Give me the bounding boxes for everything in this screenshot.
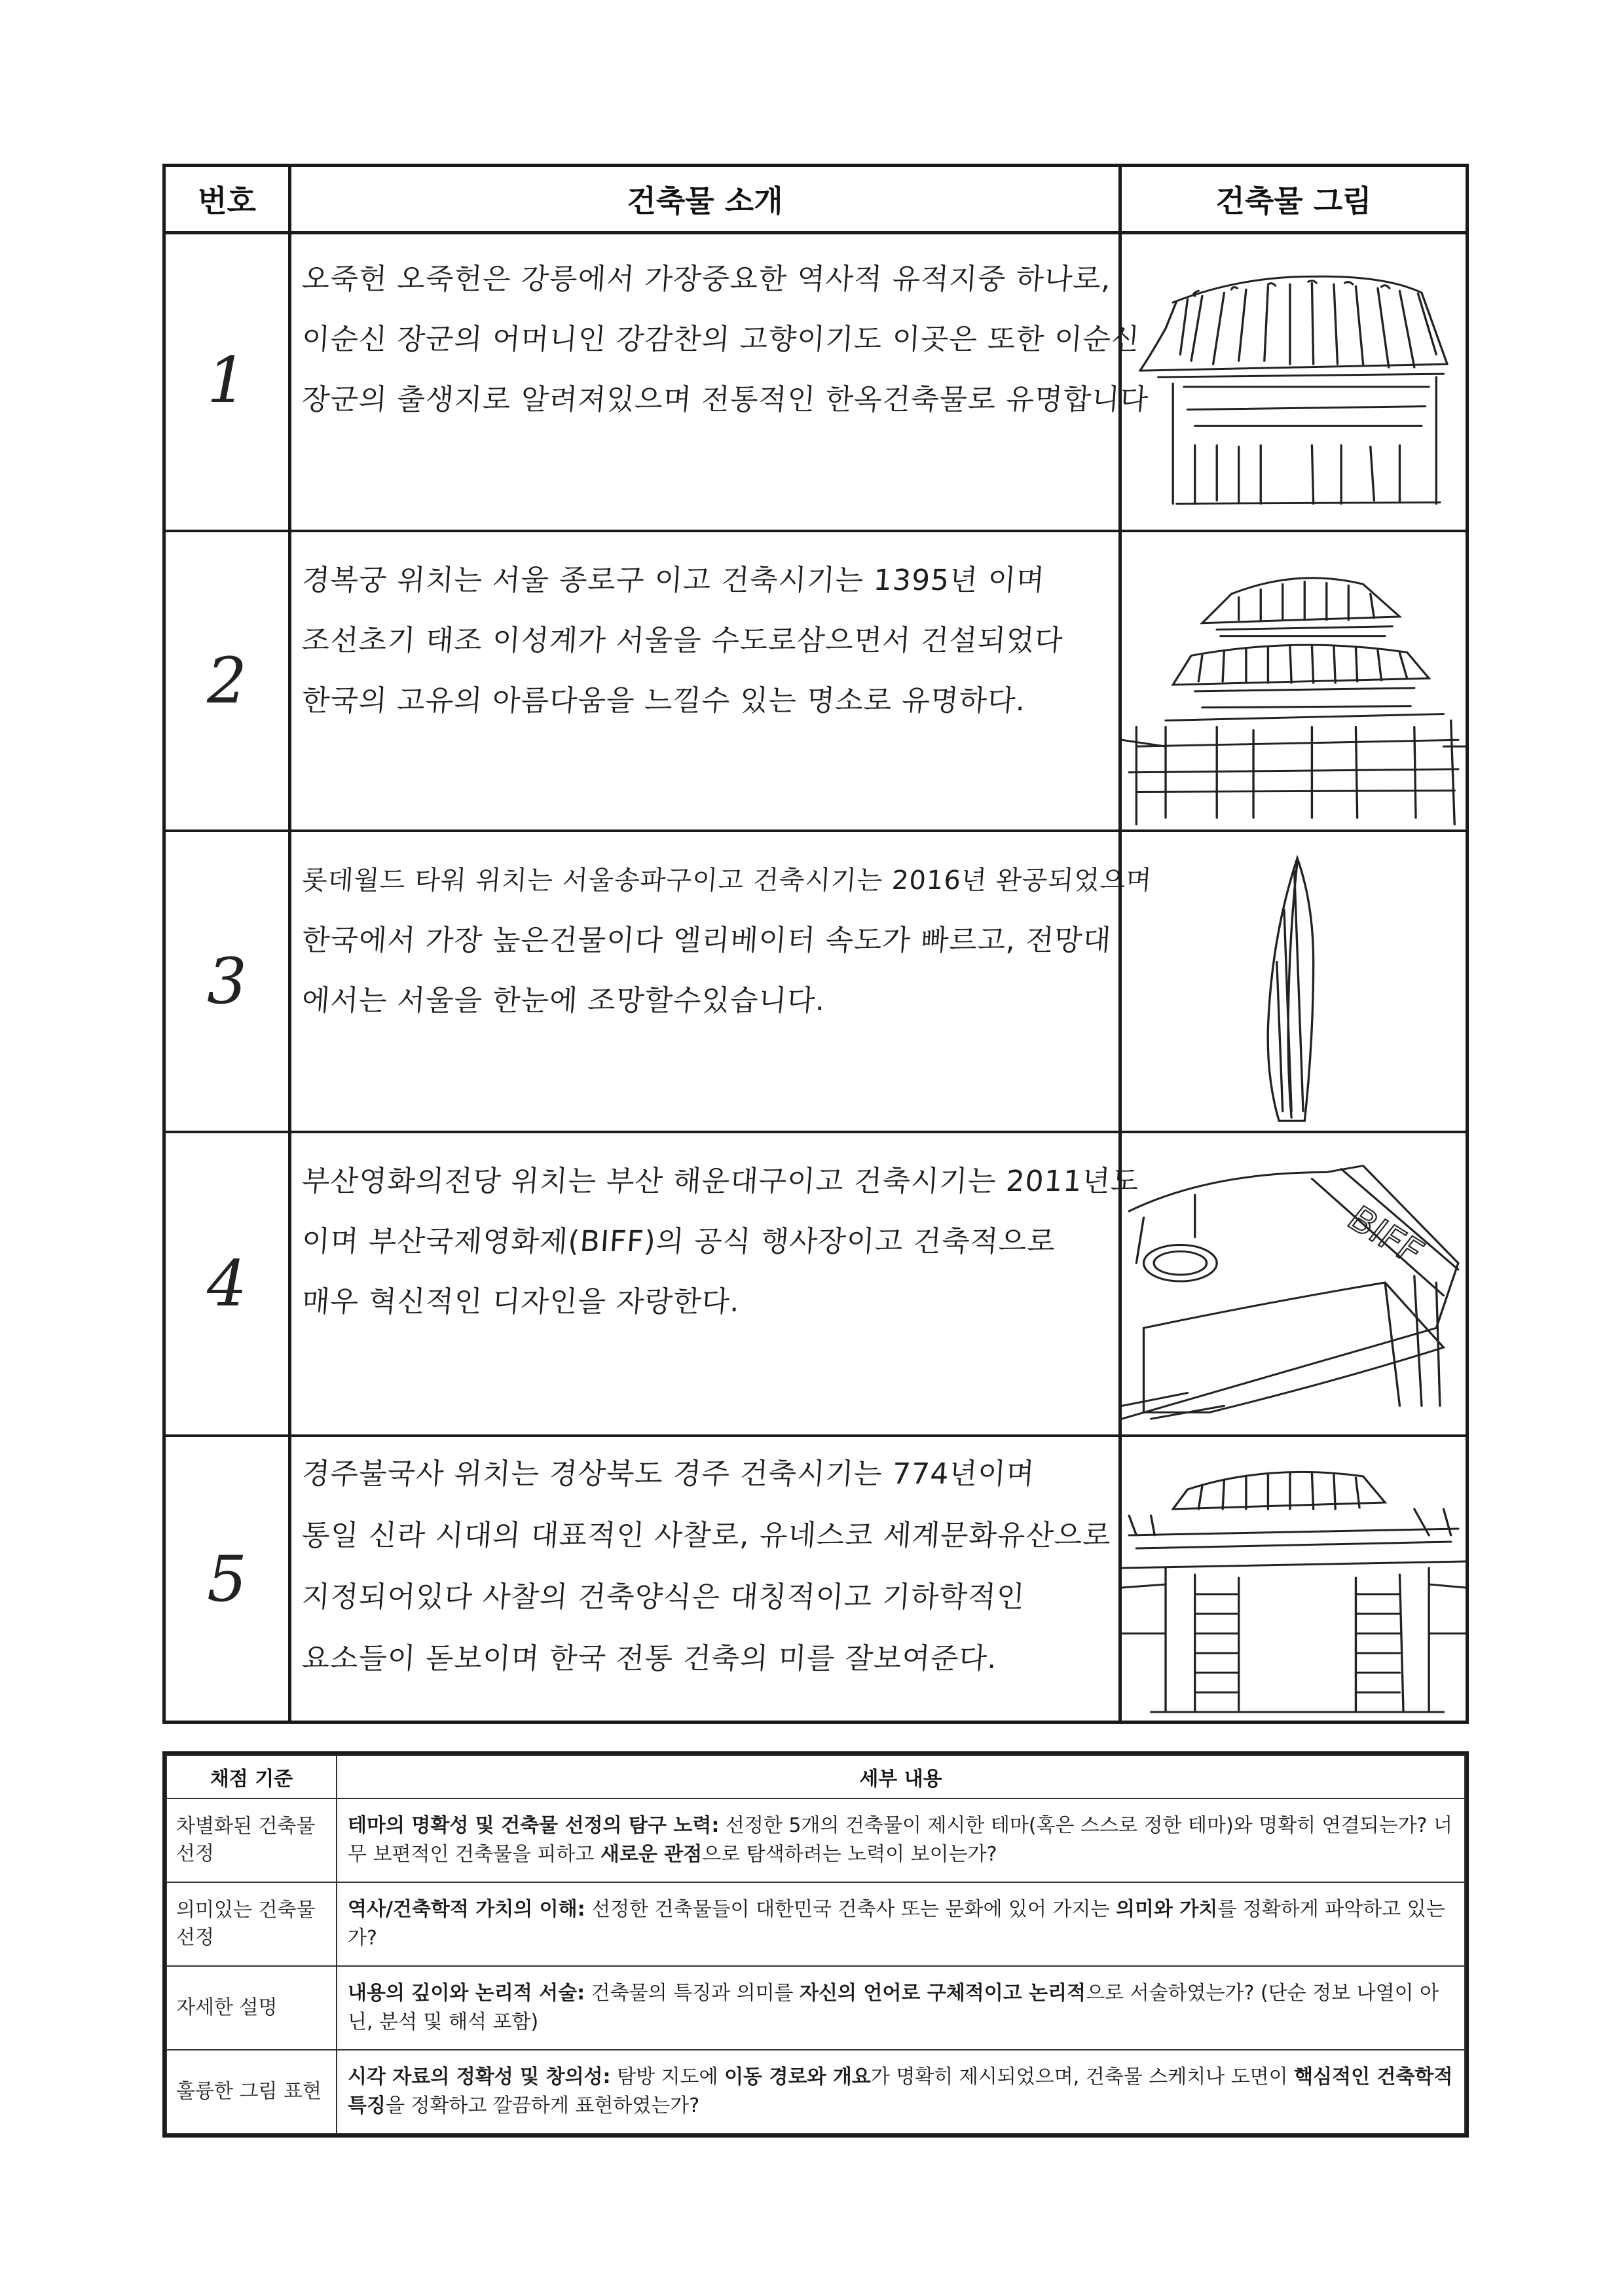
row-description — [291, 1133, 1141, 1434]
row-number: 3 — [166, 832, 291, 1131]
rubric-header-row — [166, 1755, 1465, 1798]
rubric-detail-emphasis: 이동 경로와 개요 — [724, 2066, 871, 2088]
rubric-detail-emphasis: 내용의 깊이와 논리적 서술: — [348, 1982, 585, 2005]
rubric-detail-emphasis: 역사/건축학적 가치의 이해: — [348, 1898, 585, 1921]
rubric-row — [166, 1798, 1465, 1882]
lotte-world-tower-sketch-icon — [1122, 832, 1466, 1131]
description-line: 조선초기 태조 이성계가 서울을 수도로삼으면서 건설되었다 — [301, 624, 1065, 657]
rubric-detail — [337, 1798, 1465, 1882]
rubric-criterion: 의미있는 건축물 선정 — [166, 1882, 337, 1966]
table-row — [166, 1437, 1466, 1721]
description-line: 한국의 고유의 아름다움을 느낄수 있는 명소로 유명하다. — [301, 684, 1027, 718]
rubric-criterion: 차별화된 건축물 선정 — [166, 1798, 337, 1882]
table-row — [166, 231, 1466, 532]
description-line: 통일 신라 시대의 대표적인 사찰로, 유네스코 세계문화유산으로 — [301, 1519, 1113, 1552]
rubric-row — [166, 1966, 1465, 2050]
rubric-detail — [337, 1966, 1465, 2050]
rubric-detail-text: 가 명확히 제시되었으며, 건축물 스케치나 도면이 — [870, 2066, 1295, 2088]
rubric-detail-text: 선정한 건축물들이 대한민국 건축사 또는 문화에 있어 가지는 — [585, 1898, 1116, 1921]
row-description — [291, 1437, 1122, 1721]
header-intro: 건축물 소개 — [291, 167, 1122, 231]
rubric-detail-emphasis: 테마의 명확성 및 건축물 선정의 탐구 노력: — [348, 1814, 720, 1837]
bulguksa-sketch-icon — [1122, 1437, 1466, 1721]
row-number: 5 — [166, 1437, 291, 1721]
rubric-detail — [337, 1882, 1465, 1966]
description-line: 이순신 장군의 어머니인 강감찬의 고향이기도 이곳은 또한 이순신 — [301, 323, 1141, 356]
table-row — [166, 532, 1466, 832]
rubric-detail-emphasis: 시각 자료의 정확성 및 창의성: — [348, 2066, 611, 2088]
rubric-detail-emphasis: 새로운 관점 — [600, 1843, 703, 1866]
rubric-row — [166, 1882, 1465, 1966]
gyeongbokgung-sketch-icon — [1122, 532, 1466, 829]
rubric-detail-emphasis: 의미와 가치 — [1115, 1898, 1218, 1921]
row-number: 2 — [166, 532, 291, 829]
rubric-header-criterion: 채점 기준 — [166, 1755, 337, 1798]
rubric-criterion: 자세한 설명 — [166, 1966, 337, 2050]
rubric-detail-text: 으로 서술하였는가? (단순 정보 나열이 아닌, 분석 및 해석 포함) — [348, 1982, 1439, 2033]
description-line: 부산영화의전당 위치는 부산 해운대구이고 건축시기는 2011년도 — [301, 1165, 1141, 1198]
rubric-detail-text: 건축물의 특징과 의미를 — [585, 1982, 800, 2005]
description-line: 에서는 서울을 한눈에 조망할수있습니다. — [301, 984, 827, 1017]
table-row — [166, 832, 1466, 1133]
rubric-header-detail: 세부 내용 — [337, 1755, 1465, 1798]
description-line: 경주불국사 위치는 경상북도 경주 건축시기는 774년이며 — [301, 1457, 1036, 1491]
description-line: 요소들이 돋보이며 한국 전통 건축의 미를 잘보여준다. — [301, 1642, 999, 1675]
table-row — [166, 1133, 1466, 1437]
rubric-detail — [337, 2050, 1465, 2134]
busan-cinema-center-sketch-icon — [1122, 1133, 1466, 1434]
description-line: 이며 부산국제영화제(BIFF)의 공식 행사장이고 건축적으로 — [301, 1225, 1057, 1258]
description-line: 롯데월드 타워 위치는 서울송파구이고 건축시기는 2016년 완공되었으며 — [301, 866, 1153, 896]
rubric-detail-text: 선정한 5개의 건축물이 제시한 테마(혹은 스스로 정한 테마)와 명확히 연결되는가? 너무 보편적인 건축물을 피하고 — [348, 1814, 1452, 1866]
rubric-detail-text: 를 정확하게 파악하고 있는가? — [348, 1898, 1445, 1950]
table-header-row — [166, 167, 1466, 234]
header-drawing: 건축물 그림 — [1215, 183, 1372, 219]
description-line: 경복궁 위치는 서울 종로구 이고 건축시기는 1395년 이며 — [301, 564, 1046, 597]
row-description — [291, 231, 1150, 530]
header-number: 번호 — [166, 167, 291, 231]
rubric-detail-text: 으로 탐색하려는 노력이 보이는가? — [702, 1843, 997, 1866]
rubric-detail-emphasis: 핵심적인 건축학적 특징 — [348, 2066, 1453, 2117]
rubric-criterion: 훌륭한 그림 표현 — [166, 2050, 337, 2134]
row-number: 4 — [166, 1133, 291, 1434]
rubric-detail-emphasis: 자신의 언어로 구체적이고 논리적 — [800, 1982, 1086, 2005]
row-description — [291, 532, 1122, 829]
rubric-detail-text: 을 정확하고 깔끔하게 표현하였는가? — [385, 2094, 700, 2117]
description-line: 지정되어있다 사찰의 건축양식은 대칭적이고 기하학적인 — [301, 1580, 1026, 1614]
description-line: 오죽헌 오죽헌은 강릉에서 가장중요한 역사적 유적지중 하나로, — [301, 263, 1113, 296]
row-description — [291, 832, 1153, 1131]
grading-rubric-table — [162, 1751, 1469, 2138]
building-intro-table — [162, 164, 1469, 1724]
row-number: 1 — [166, 231, 291, 530]
description-line: 장군의 출생지로 알려져있으며 전통적인 한옥건축물로 유명합니다 — [301, 383, 1150, 416]
rubric-detail-text: 탐방 지도에 — [610, 2066, 725, 2088]
description-line: 매우 혁신적인 디자인을 자랑한다. — [301, 1285, 741, 1319]
biff-sketch-label: BIFF — [1339, 1198, 1432, 1272]
description-line: 한국에서 가장 높은건물이다 엘리베이터 속도가 빠르고, 전망대 — [301, 924, 1113, 957]
ojukheon-sketch-icon — [1122, 231, 1466, 530]
rubric-row — [166, 2050, 1465, 2134]
